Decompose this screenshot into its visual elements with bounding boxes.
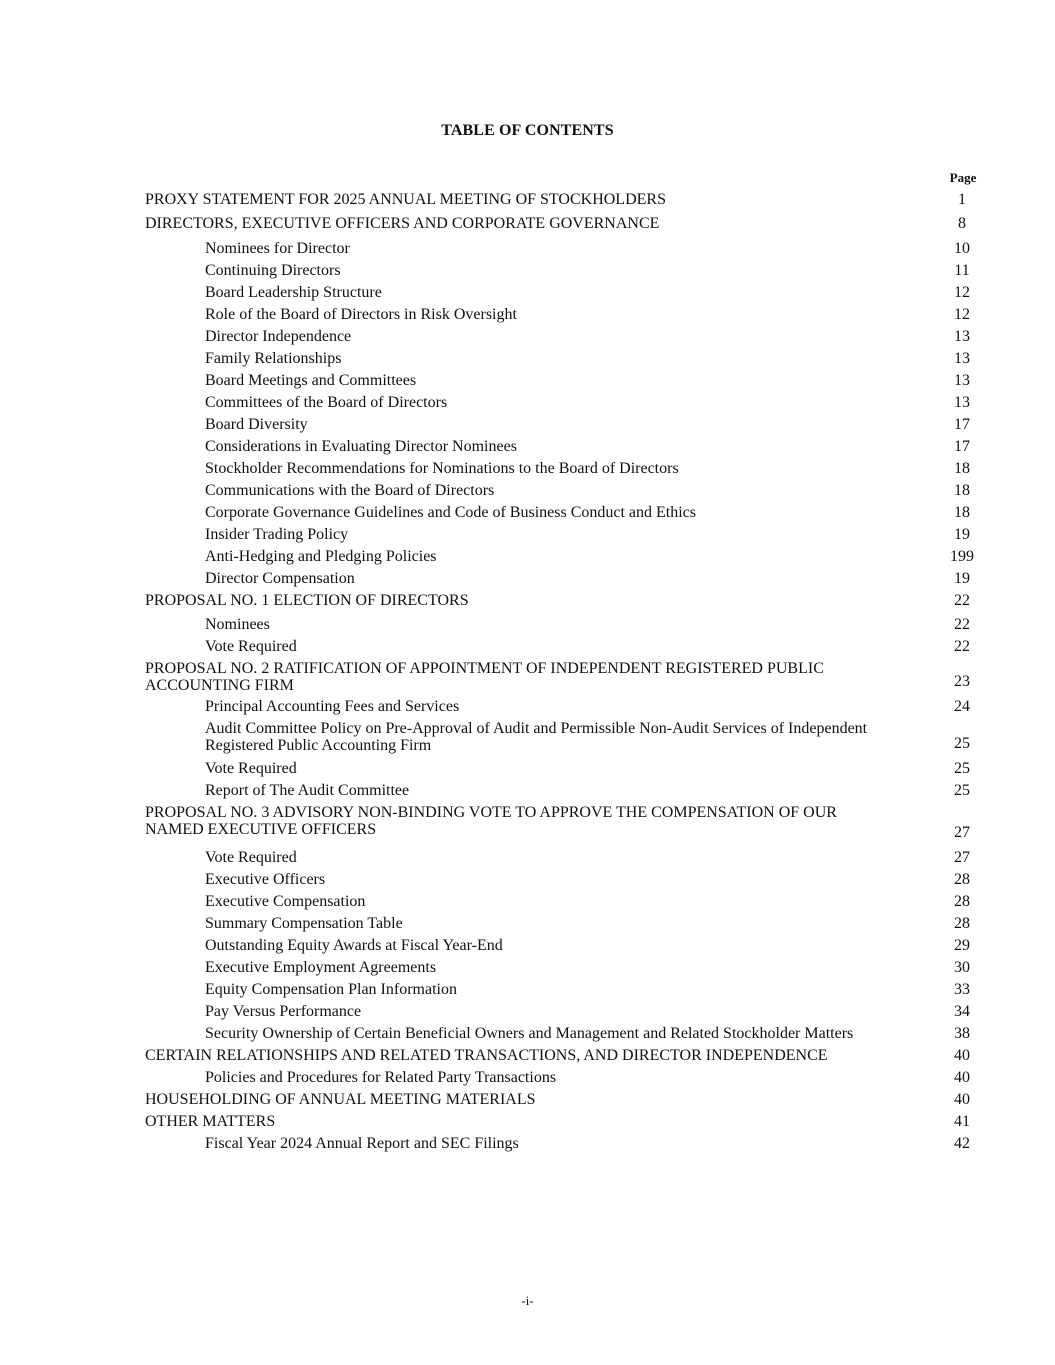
toc-entry-label	[205, 871, 325, 888]
toc-entry-page-number: 33	[954, 981, 970, 998]
toc-entry-page-number: 18	[954, 460, 970, 477]
toc-entry-page-number: 38	[954, 1025, 970, 1042]
toc-entry-page-number: 30	[954, 959, 970, 976]
toc-entry-page-number: 25	[954, 735, 970, 752]
toc-entry-page-number: 22	[954, 616, 970, 633]
toc-entry-page-number: 41	[954, 1113, 970, 1130]
toc-entry-page-number: 28	[954, 915, 970, 932]
toc-entry-label-line: NAMED EXECUTIVE OFFICERS	[145, 821, 377, 838]
toc-entry-label	[205, 638, 297, 655]
toc-entry-label	[145, 804, 837, 838]
toc-entry-label-line: Family Relationships	[205, 350, 342, 367]
toc-entry-page-number: 13	[954, 394, 970, 411]
toc-entry-label-line: CERTAIN RELATIONSHIPS AND RELATED TRANSACTIONS, AND DIRECTOR INDEPENDENCE	[145, 1047, 828, 1064]
toc-entry-label-line: Corporate Governance Guidelines and Code of Business Conduct and Ethics	[205, 504, 696, 521]
toc-entry-label-line: Vote Required	[205, 760, 297, 777]
toc-entry-page-number: 18	[954, 482, 970, 499]
toc-entry-page-number: 17	[954, 416, 970, 433]
toc-entry-label	[205, 328, 351, 345]
toc-entry-page-number: 19	[954, 570, 970, 587]
toc-entry-label	[205, 350, 341, 367]
toc-entry-label	[205, 482, 494, 499]
toc-entry-label-line: Role of the Board of Directors in Risk Oversight	[205, 306, 517, 323]
toc-entry-page-number: 12	[954, 284, 970, 301]
toc-entry-label-line: PROPOSAL NO. 1 ELECTION OF DIRECTORS	[145, 592, 469, 609]
toc-entry-label-line: Considerations in Evaluating Director Nominees	[205, 438, 517, 455]
toc-entry-label-line: OTHER MATTERS	[145, 1113, 276, 1130]
toc-entry-label	[205, 782, 409, 799]
toc-entry-page-number: 34	[954, 1003, 970, 1020]
page-column-header: Page	[949, 170, 977, 185]
toc-entry-label-line: PROPOSAL NO. 2 RATIFICATION OF APPOINTMENT OF INDEPENDENT REGISTERED PUBLIC	[145, 660, 824, 677]
toc-entry-label-line: Director Compensation	[205, 570, 355, 587]
toc-entry-label-line: Anti-Hedging and Pledging Policies	[205, 548, 437, 565]
toc-entry-label	[205, 849, 297, 866]
toc-entry-page-number: 13	[954, 350, 970, 367]
toc-entry-label	[205, 460, 679, 477]
toc-entry-page-number: 28	[954, 893, 970, 910]
toc-entry-page-number: 13	[954, 372, 970, 389]
toc-entry-page-number: 29	[954, 937, 970, 954]
toc-entry-label-line: Nominees	[205, 616, 270, 633]
toc-entry-label	[205, 372, 416, 389]
toc-entry-label	[205, 526, 348, 543]
toc-entry-label	[205, 548, 437, 565]
toc-entry-label-line: Communications with the Board of Directors	[205, 482, 495, 499]
toc-entry-page-number: 27	[954, 849, 970, 866]
toc-entry-label	[205, 915, 403, 932]
toc-entry-label-line: Nominees for Director	[205, 240, 350, 257]
toc-entry-label-line: Vote Required	[205, 638, 297, 655]
toc-entry-page-number: 25	[954, 760, 970, 777]
toc-entry-page-number: 22	[954, 638, 970, 655]
toc-entry-label	[205, 394, 447, 411]
toc-entry-page-number: 42	[954, 1135, 970, 1152]
toc-entry-label	[205, 504, 696, 521]
toc-entry-label-line: Committees of the Board of Directors	[205, 394, 448, 411]
toc-entry-label	[205, 1025, 853, 1042]
toc-entry-label	[205, 698, 459, 715]
toc-entry-label	[205, 262, 341, 279]
toc-entry-label	[205, 306, 517, 323]
toc-entry-label	[205, 570, 355, 587]
toc-entry-label-line: Board Diversity	[205, 416, 308, 433]
toc-entry-page-number: 1	[958, 191, 966, 208]
toc-entry-label	[145, 215, 659, 232]
toc-entry-label-line: Fiscal Year 2024 Annual Report and SEC Filings	[205, 1135, 519, 1152]
toc-entry-page-number: 40	[954, 1047, 970, 1064]
toc-entry-label	[145, 1047, 828, 1064]
toc-entry-label-line: Report of The Audit Committee	[205, 782, 410, 799]
toc-entry-label-line: Executive Compensation	[205, 893, 366, 910]
toc-entry-label-line: Summary Compensation Table	[205, 915, 403, 932]
toc-entry-label-line: Board Leadership Structure	[205, 284, 382, 301]
toc-entry-page-number: 25	[954, 782, 970, 799]
toc-entry-label	[205, 1003, 361, 1020]
toc-entry-label-line: Executive Officers	[205, 871, 326, 888]
toc-entry-label-line: PROPOSAL NO. 3 ADVISORY NON-BINDING VOTE TO APPROVE THE COMPENSATION OF OUR	[145, 804, 837, 821]
toc-entry-label	[205, 438, 517, 455]
toc-entry-label	[145, 1091, 536, 1108]
toc-entry-label-line: Board Meetings and Committees	[205, 372, 417, 389]
toc-entry-page-number: 11	[954, 262, 970, 279]
toc-entry-label	[205, 240, 350, 257]
page-number-footer: -i-	[521, 1293, 534, 1308]
toc-entry-page-number: 27	[954, 824, 970, 841]
toc-entry-label-line: DIRECTORS, EXECUTIVE OFFICERS AND CORPORATE GOVERNANCE	[145, 215, 660, 232]
toc-entry-page-number: 24	[954, 698, 970, 715]
toc-entry-page-number: 8	[958, 215, 966, 232]
toc-entry-page-number: 23	[954, 673, 970, 690]
toc-entry-label	[205, 760, 297, 777]
toc-entry-label	[205, 416, 308, 433]
toc-entry-label-line: Director Independence	[205, 328, 352, 345]
toc-entry-page-number: 40	[954, 1091, 970, 1108]
toc-entry-label-line: Security Ownership of Certain Beneficial Owners and Management and Related Stockholder Matters	[205, 1025, 854, 1042]
toc-entry-label	[205, 893, 365, 910]
toc-entry-label-line: Insider Trading Policy	[205, 526, 349, 543]
toc-entry-label-line: Registered Public Accounting Firm	[205, 737, 432, 754]
toc-entry-label	[145, 592, 469, 609]
toc-entry-page-number: 40	[954, 1069, 970, 1086]
toc-entry-label-line: Stockholder Recommendations for Nominations to the Board of Directors	[205, 460, 679, 477]
toc-entry-label	[205, 981, 457, 998]
toc-entry-page-number: 10	[954, 240, 970, 257]
toc-entry-label-line: PROXY STATEMENT FOR 2025 ANNUAL MEETING OF STOCKHOLDERS	[145, 191, 666, 208]
toc-entry-label-line: HOUSEHOLDING OF ANNUAL MEETING MATERIALS	[145, 1091, 536, 1108]
toc-entry-label-line: Outstanding Equity Awards at Fiscal Year-End	[205, 937, 503, 954]
toc-entry-label-line: Executive Employment Agreements	[205, 959, 437, 976]
toc-entry-label-line: Vote Required	[205, 849, 297, 866]
toc-entry-page-number: 12	[954, 306, 970, 323]
toc-entry-page-number: 13	[954, 328, 970, 345]
toc-entry-label-line: Policies and Procedures for Related Party Transactions	[205, 1069, 557, 1086]
toc-entry-label	[145, 1113, 275, 1130]
toc-entry-label	[205, 1069, 556, 1086]
toc-entry-label-line: Continuing Directors	[205, 262, 341, 279]
toc-entry-page-number: 19	[954, 526, 970, 543]
toc-entry-label	[205, 284, 382, 301]
toc-entry-page-number: 199	[950, 548, 974, 565]
toc-entry-page-number: 28	[954, 871, 970, 888]
toc-entry-label	[145, 660, 824, 694]
toc-entry-page-number: 18	[954, 504, 970, 521]
toc-entry-page-number: 17	[954, 438, 970, 455]
toc-entry-label	[205, 616, 270, 633]
toc-entry-page-number: 22	[954, 592, 970, 609]
toc-entry-label	[205, 720, 867, 754]
toc-entry-label	[205, 937, 503, 954]
toc-entry-label-line: Principal Accounting Fees and Services	[205, 698, 460, 715]
toc-entry-label	[205, 959, 436, 976]
toc-entry-label-line: Audit Committee Policy on Pre-Approval of Audit and Permissible Non-Audit Services of Independent	[205, 720, 868, 737]
toc-entry-label-line: Pay Versus Performance	[205, 1003, 362, 1020]
toc-entry-label	[145, 191, 666, 208]
toc-entry-label-line: ACCOUNTING FIRM	[145, 677, 294, 694]
toc-entry-label	[205, 1135, 519, 1152]
toc-entry-label-line: Equity Compensation Plan Information	[205, 981, 457, 998]
toc-title: TABLE OF CONTENTS	[441, 122, 614, 139]
